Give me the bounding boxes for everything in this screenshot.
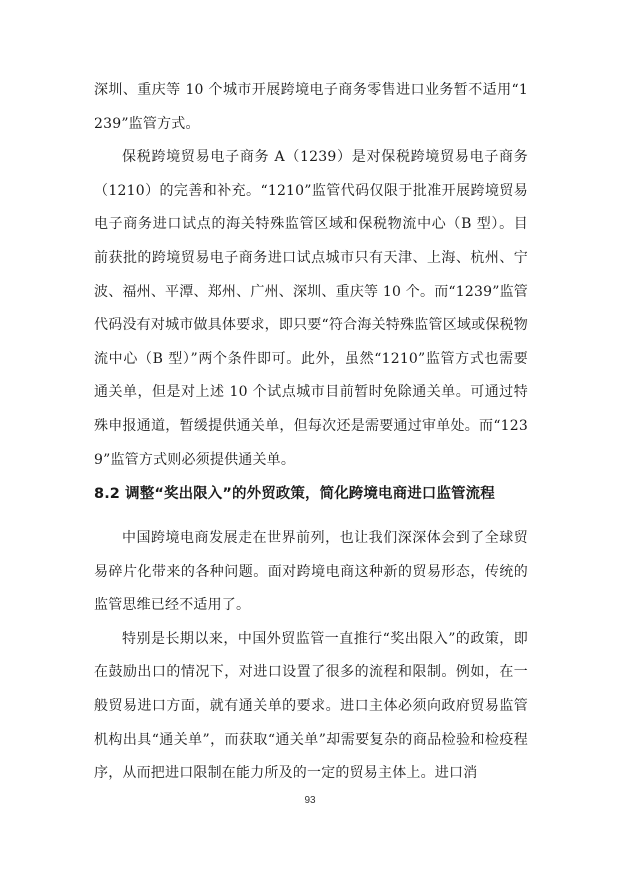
paragraph-continuation: 深圳、重庆等 10 个城市开展跨境电子商务零售进口业务暂不适用“1239”监管方式。 xyxy=(94,82,528,132)
body-text-bottom xyxy=(94,522,528,791)
paragraph-export-import-policy: 特别是长期以来，中国外贸监管一直推行“奖出限入”的政策，即在鼓励出口的情况下，对进口设置了很多的流程和限制。例如，在一般贸易进口方面，就有通关单的要求。进口主体必须向政府贸易监管机构出具“通关单”，而获取“通关单”却需要复杂的商品检验和检疫程序，从而把进口限制在能力所及的一定的贸易主体上。进口消 xyxy=(94,630,528,782)
body-text-top xyxy=(94,74,528,477)
paragraph-bonded-cross-border: 保税跨境贸易电子商务 A（1239）是对保税跨境贸易电子商务（1210）的完善和补充。“1210”监管代码仅限于批准开展跨境贸易电子商务进口试点的海关特殊监管区域和保税物流中心（B 型）。目前获批的跨境贸易电子商务进口试点城市只有天津、上海、杭州、宁波、福州、平潭、郑州、广州、深圳、重庆等 10 个。而“1239”监管代码没有对城市做具体要求，即只要“符合海关特殊监管区域或保税物流中心（B 型）”两个条件即可。此外，虽然“1210”监管方式也需要通关单，但是对上述 10 个试点城市目前暂时免除通关单。可通过特殊申报通道，暂缓提供通关单，但每次还是需要通过审单处。而“1239”监管方式则必须提供通关单。 xyxy=(94,149,528,468)
section-heading: 8.2 调整“奖出限入”的外贸政策，简化跨境电商进口监管流程 xyxy=(94,486,495,502)
paragraph-china-ecommerce: 中国跨境电商发展走在世界前列，也让我们深深体会到了全球贸易碎片化带来的各种问题。面对跨境电商这种新的贸易形态，传统的监管思维已经不适用了。 xyxy=(94,530,528,614)
page-number: 93 xyxy=(304,795,316,806)
